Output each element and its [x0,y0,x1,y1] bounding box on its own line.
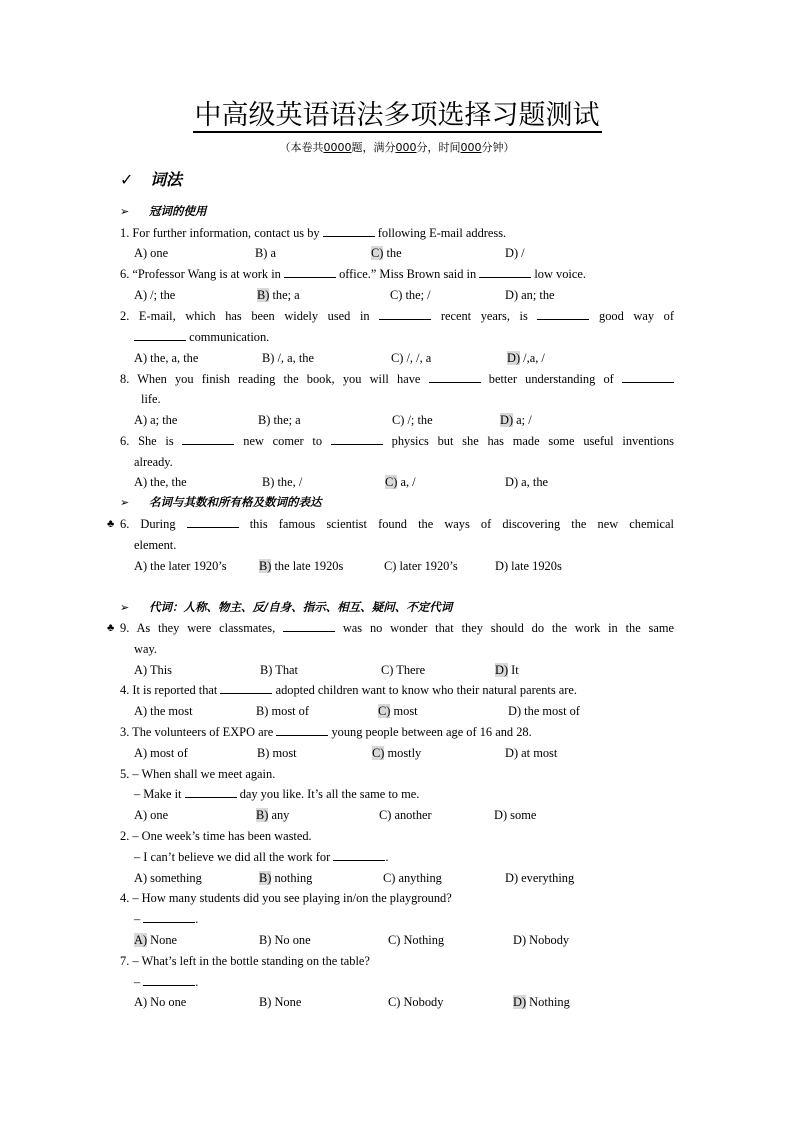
arrow-icon: ➢ [120,601,130,614]
option-a: A) most of [134,746,188,760]
option-d-answer: D) a; / [500,413,532,427]
option-c: C) /; the [392,413,433,427]
option-b: B) No one [259,933,311,947]
option-d: D) a, the [505,475,549,489]
option-a: A) the most [134,704,193,718]
option-b: B) most [257,746,297,760]
option-c: C) another [379,808,432,822]
answer-blank [323,225,375,237]
question-stem: 2. E-mail, which has been widely used in recent years, is good way of [120,309,674,323]
option-d: D) an; the [505,288,555,302]
arrow-icon: ➢ [120,205,130,218]
option-c: C) anything [383,871,442,885]
question-stem-cont: – . [134,975,199,989]
subsection-nouns: ➢ 名词与其数和所有格及数词的表达 [120,493,322,511]
option-c-answer: C) mostly [372,746,422,760]
option-a: A) one [134,808,169,822]
option-a: A) /; the [134,288,176,302]
question-stem: 4. – How many students did you see playing in/on the playground? [120,891,452,905]
question-stem: 6. She is new comer to physics but she has made some useful inventions [120,434,674,448]
option-a: A) something [134,871,202,885]
option-d: D) / [505,246,525,260]
option-c-answer: C) the [371,246,402,260]
option-a: A) the, the [134,475,187,489]
club-icon: ♣ [107,622,115,634]
question-stem-cont: – . [134,912,199,926]
option-b-answer: B) the late 1920s [259,559,344,573]
question-stem-cont: way. [134,642,157,656]
check-icon: ✓ [120,170,134,189]
option-a: A) one [134,246,169,260]
club-icon: ♣ [107,518,115,530]
question-stem: 3. The volunteers of EXPO are young people between age of 16 and 28. [120,725,532,739]
question-stem: 6. “Professor Wang is at work in office.” Miss Brown said in low voice. [120,267,586,281]
option-c-answer: C) a, / [385,475,416,489]
question-stem: 1. For further information, contact us by following E-mail address. [120,226,507,240]
option-c: C) the; / [390,288,431,302]
section-heading: ✓ 词法 [120,168,182,192]
question-stem-cont: – Make it day you like. It’s all the same to me. [134,787,420,801]
question-stem: 8. When you finish reading the book, you will have better understanding of [120,370,674,388]
question-stem: 9. As they were classmates, was no wonder that they should do the work in the same [120,621,674,635]
option-a: A) This [134,663,172,677]
option-c: C) /, /, a [391,351,432,365]
option-a: A) the, a, the [134,351,199,365]
question-stem: 5. – When shall we meet again. [120,767,276,781]
option-d: D) at most [505,746,558,760]
option-a: A) a; the [134,413,178,427]
option-a: A) No one [134,995,187,1009]
option-b-answer: B) nothing [259,871,313,885]
option-d-answer: D) Nothing [513,995,570,1009]
option-b: B) most of [256,704,310,718]
question-stem: 4. It is reported that adopted children want to know who their natural parents are. [120,683,577,697]
option-b: B) /, a, the [262,351,314,365]
option-b-answer: B) the; a [257,288,300,302]
option-c: C) Nobody [388,995,444,1009]
option-d: D) late 1920s [495,559,562,573]
option-b: B) the, / [262,475,303,489]
page-title: 中高级英语语法多项选择习题测试 [194,100,600,131]
question-count: 0000 [323,141,352,154]
exam-info: （本卷共0000题，满分000分，时间000分钟） [279,141,515,154]
option-d: D) the most of [508,704,580,718]
option-c: C) later 1920’s [384,559,458,573]
question-stem-cont: communication. [134,328,674,346]
time-limit: 000 [460,141,482,154]
option-d-answer: D) /,a, / [507,351,545,365]
question-stem-cont: – I can’t believe we did all the work for . [134,850,389,864]
question-stem-cont: element. [134,538,177,552]
option-b: B) a [255,246,276,260]
option-d: D) some [494,808,537,822]
option-d-answer: D) It [495,663,519,677]
subsection-pronouns: ➢ 代词：人称、物主、反/自身、指示、相互、疑问、不定代词 [120,598,452,616]
option-d: D) everything [505,871,575,885]
option-b-answer: B) any [256,808,290,822]
option-a: A) the later 1920’s [134,559,227,573]
option-b: B) the; a [258,413,301,427]
option-b: B) That [260,663,298,677]
full-score: 000 [395,141,417,154]
option-b: B) None [259,995,302,1009]
option-c-answer: C) most [378,704,418,718]
question-stem: 7. – What’s left in the bottle standing on the table? [120,954,370,968]
question-stem: 2. – One week’s time has been wasted. [120,829,312,843]
question-stem-cont: already. [134,455,173,469]
option-d: D) Nobody [513,933,570,947]
question-stem: 6. During this famous scientist found the ways of discovering the new chemical [120,517,674,531]
option-a-answer: A) None [134,933,178,947]
subsection-articles: ➢ 冠词的使用 [120,202,207,220]
question-stem-cont: life. [141,392,161,406]
option-c: C) Nothing [388,933,445,947]
arrow-icon: ➢ [120,496,130,509]
option-c: C) There [381,663,426,677]
